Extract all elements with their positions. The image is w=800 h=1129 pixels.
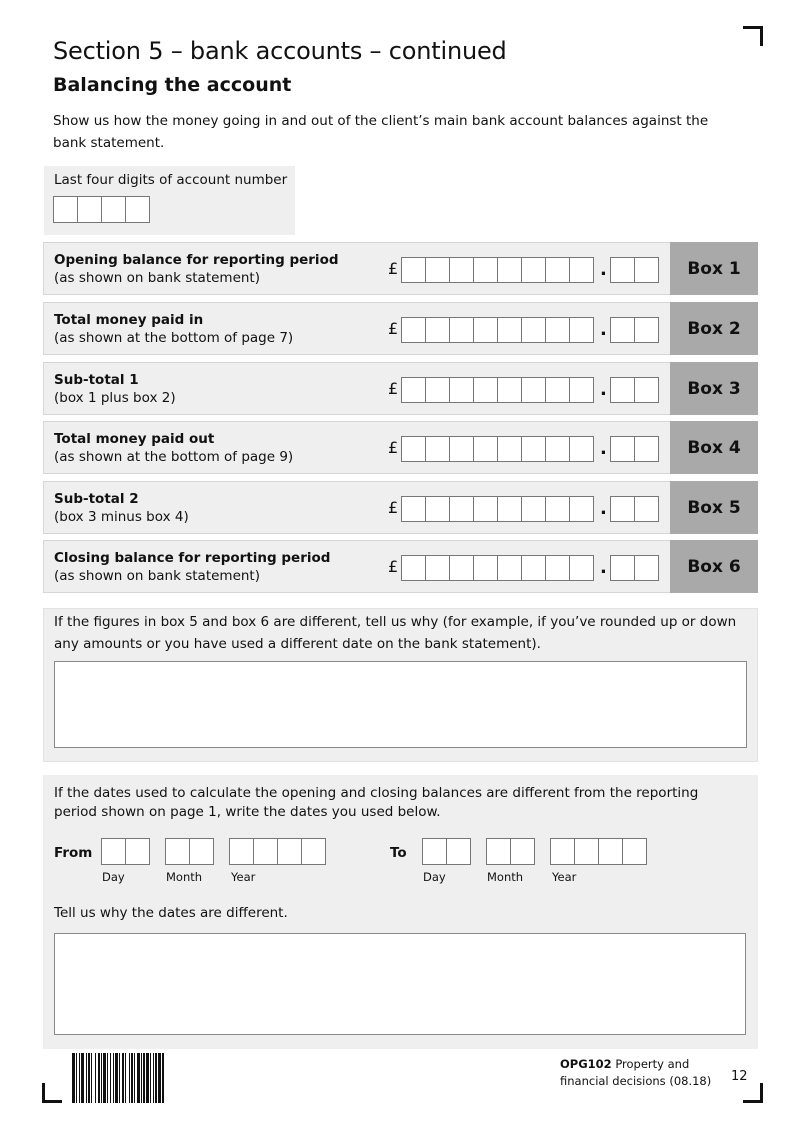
section-title: Section 5 – bank accounts – continued (53, 37, 507, 65)
decimal-point: . (600, 557, 607, 578)
form-reference (560, 1056, 711, 1090)
from-day-input[interactable] (101, 838, 149, 865)
from-day-caption: Day (102, 870, 125, 884)
decimal-point: . (600, 319, 607, 340)
box-number-tag: Box 2 (670, 302, 758, 355)
box-number-tag: Box 1 (670, 242, 758, 295)
row-label (54, 490, 189, 526)
to-year-input[interactable] (550, 838, 646, 865)
pounds-input[interactable] (401, 555, 593, 581)
row-note: (box 3 minus box 4) (54, 509, 189, 525)
balance-row-box-5 (43, 481, 758, 534)
dates-why-label: Tell us why the dates are different. (54, 905, 288, 921)
box-number-tag: Box 5 (670, 481, 758, 534)
form-name: Property and (615, 1057, 690, 1071)
to-month-input[interactable] (486, 838, 534, 865)
page-subtitle: Balancing the account (53, 74, 292, 96)
to-day-caption: Day (423, 870, 446, 884)
page-number: 12 (731, 1069, 748, 1084)
row-note: (as shown on bank statement) (54, 270, 260, 286)
account-number-panel (44, 166, 295, 235)
row-note: (as shown on bank statement) (54, 568, 260, 584)
pence-input[interactable] (610, 257, 658, 283)
balance-row-box-6 (43, 540, 758, 593)
pence-input[interactable] (610, 377, 658, 403)
barcode (72, 1053, 200, 1103)
row-title: Sub-total 2 (54, 491, 139, 507)
difference-reason-textarea[interactable] (54, 661, 747, 748)
dates-panel (43, 775, 758, 1049)
decimal-point: . (600, 498, 607, 519)
pound-sign: £ (388, 557, 399, 576)
pound-sign: £ (388, 379, 399, 398)
row-title: Total money paid out (54, 431, 215, 447)
digit-box[interactable] (101, 196, 126, 223)
decimal-point: . (600, 438, 607, 459)
balance-row-box-2 (43, 302, 758, 355)
to-label: To (390, 845, 407, 861)
row-label (54, 430, 293, 466)
box-number-tag: Box 4 (670, 421, 758, 474)
form-name-line2: financial decisions (08.18) (560, 1074, 712, 1088)
digit-box[interactable] (53, 196, 78, 223)
pounds-input[interactable] (401, 496, 593, 522)
row-title: Sub-total 1 (54, 372, 139, 388)
from-month-input[interactable] (165, 838, 213, 865)
account-number-input[interactable] (53, 196, 149, 223)
pounds-input[interactable] (401, 257, 593, 283)
crop-mark-bottom-right (743, 1083, 763, 1103)
pence-input[interactable] (610, 496, 658, 522)
balance-row-box-1 (43, 242, 758, 295)
difference-panel (43, 608, 758, 762)
crop-mark-bottom-left (42, 1083, 62, 1103)
account-number-label: Last four digits of account number (54, 172, 288, 188)
from-month-caption: Month (166, 870, 203, 884)
row-note: (box 1 plus box 2) (54, 390, 176, 406)
to-day-input[interactable] (422, 838, 470, 865)
pounds-input[interactable] (401, 317, 593, 343)
pound-sign: £ (388, 259, 399, 278)
row-title: Opening balance for reporting period (54, 252, 339, 268)
pence-input[interactable] (610, 436, 658, 462)
pound-sign: £ (388, 498, 399, 517)
decimal-point: . (600, 379, 607, 400)
crop-mark-top-right (743, 26, 763, 46)
decimal-point: . (600, 259, 607, 280)
pence-input[interactable] (610, 317, 658, 343)
pound-sign: £ (388, 438, 399, 457)
balance-row-box-3 (43, 362, 758, 415)
difference-question: If the figures in box 5 and box 6 are different, tell us why (for example, if you’ve rounded up or down any amounts or you have used a different date on the bank statement). (54, 614, 737, 652)
pound-sign: £ (388, 319, 399, 338)
box-number-tag: Box 6 (670, 540, 758, 593)
row-label (54, 251, 339, 287)
pounds-input[interactable] (401, 377, 593, 403)
dates-question: If the dates used to calculate the opening and closing balances are different from the reporting period shown on page 1, write the dates you used below. (54, 785, 699, 820)
pounds-input[interactable] (401, 436, 593, 462)
to-year-caption: Year (552, 870, 577, 884)
row-label (54, 549, 330, 585)
balance-row-box-4 (43, 421, 758, 474)
row-label (54, 371, 176, 407)
row-title: Closing balance for reporting period (54, 550, 331, 566)
row-title: Total money paid in (54, 312, 204, 328)
row-note: (as shown at the bottom of page 7) (54, 330, 294, 346)
digit-box[interactable] (125, 196, 150, 223)
intro-text: Show us how the money going in and out of the client’s main bank account balances against the bank statement. (53, 113, 709, 151)
digit-box[interactable] (77, 196, 102, 223)
dates-reason-textarea[interactable] (54, 933, 746, 1035)
box-number-tag: Box 3 (670, 362, 758, 415)
form-code: OPG102 (560, 1057, 612, 1071)
pence-input[interactable] (610, 555, 658, 581)
barcode-stripe (164, 1053, 165, 1103)
row-note: (as shown at the bottom of page 9) (54, 449, 294, 465)
from-year-input[interactable] (229, 838, 325, 865)
from-label: From (54, 845, 93, 861)
from-year-caption: Year (231, 870, 256, 884)
row-label (54, 311, 293, 347)
to-month-caption: Month (487, 870, 524, 884)
